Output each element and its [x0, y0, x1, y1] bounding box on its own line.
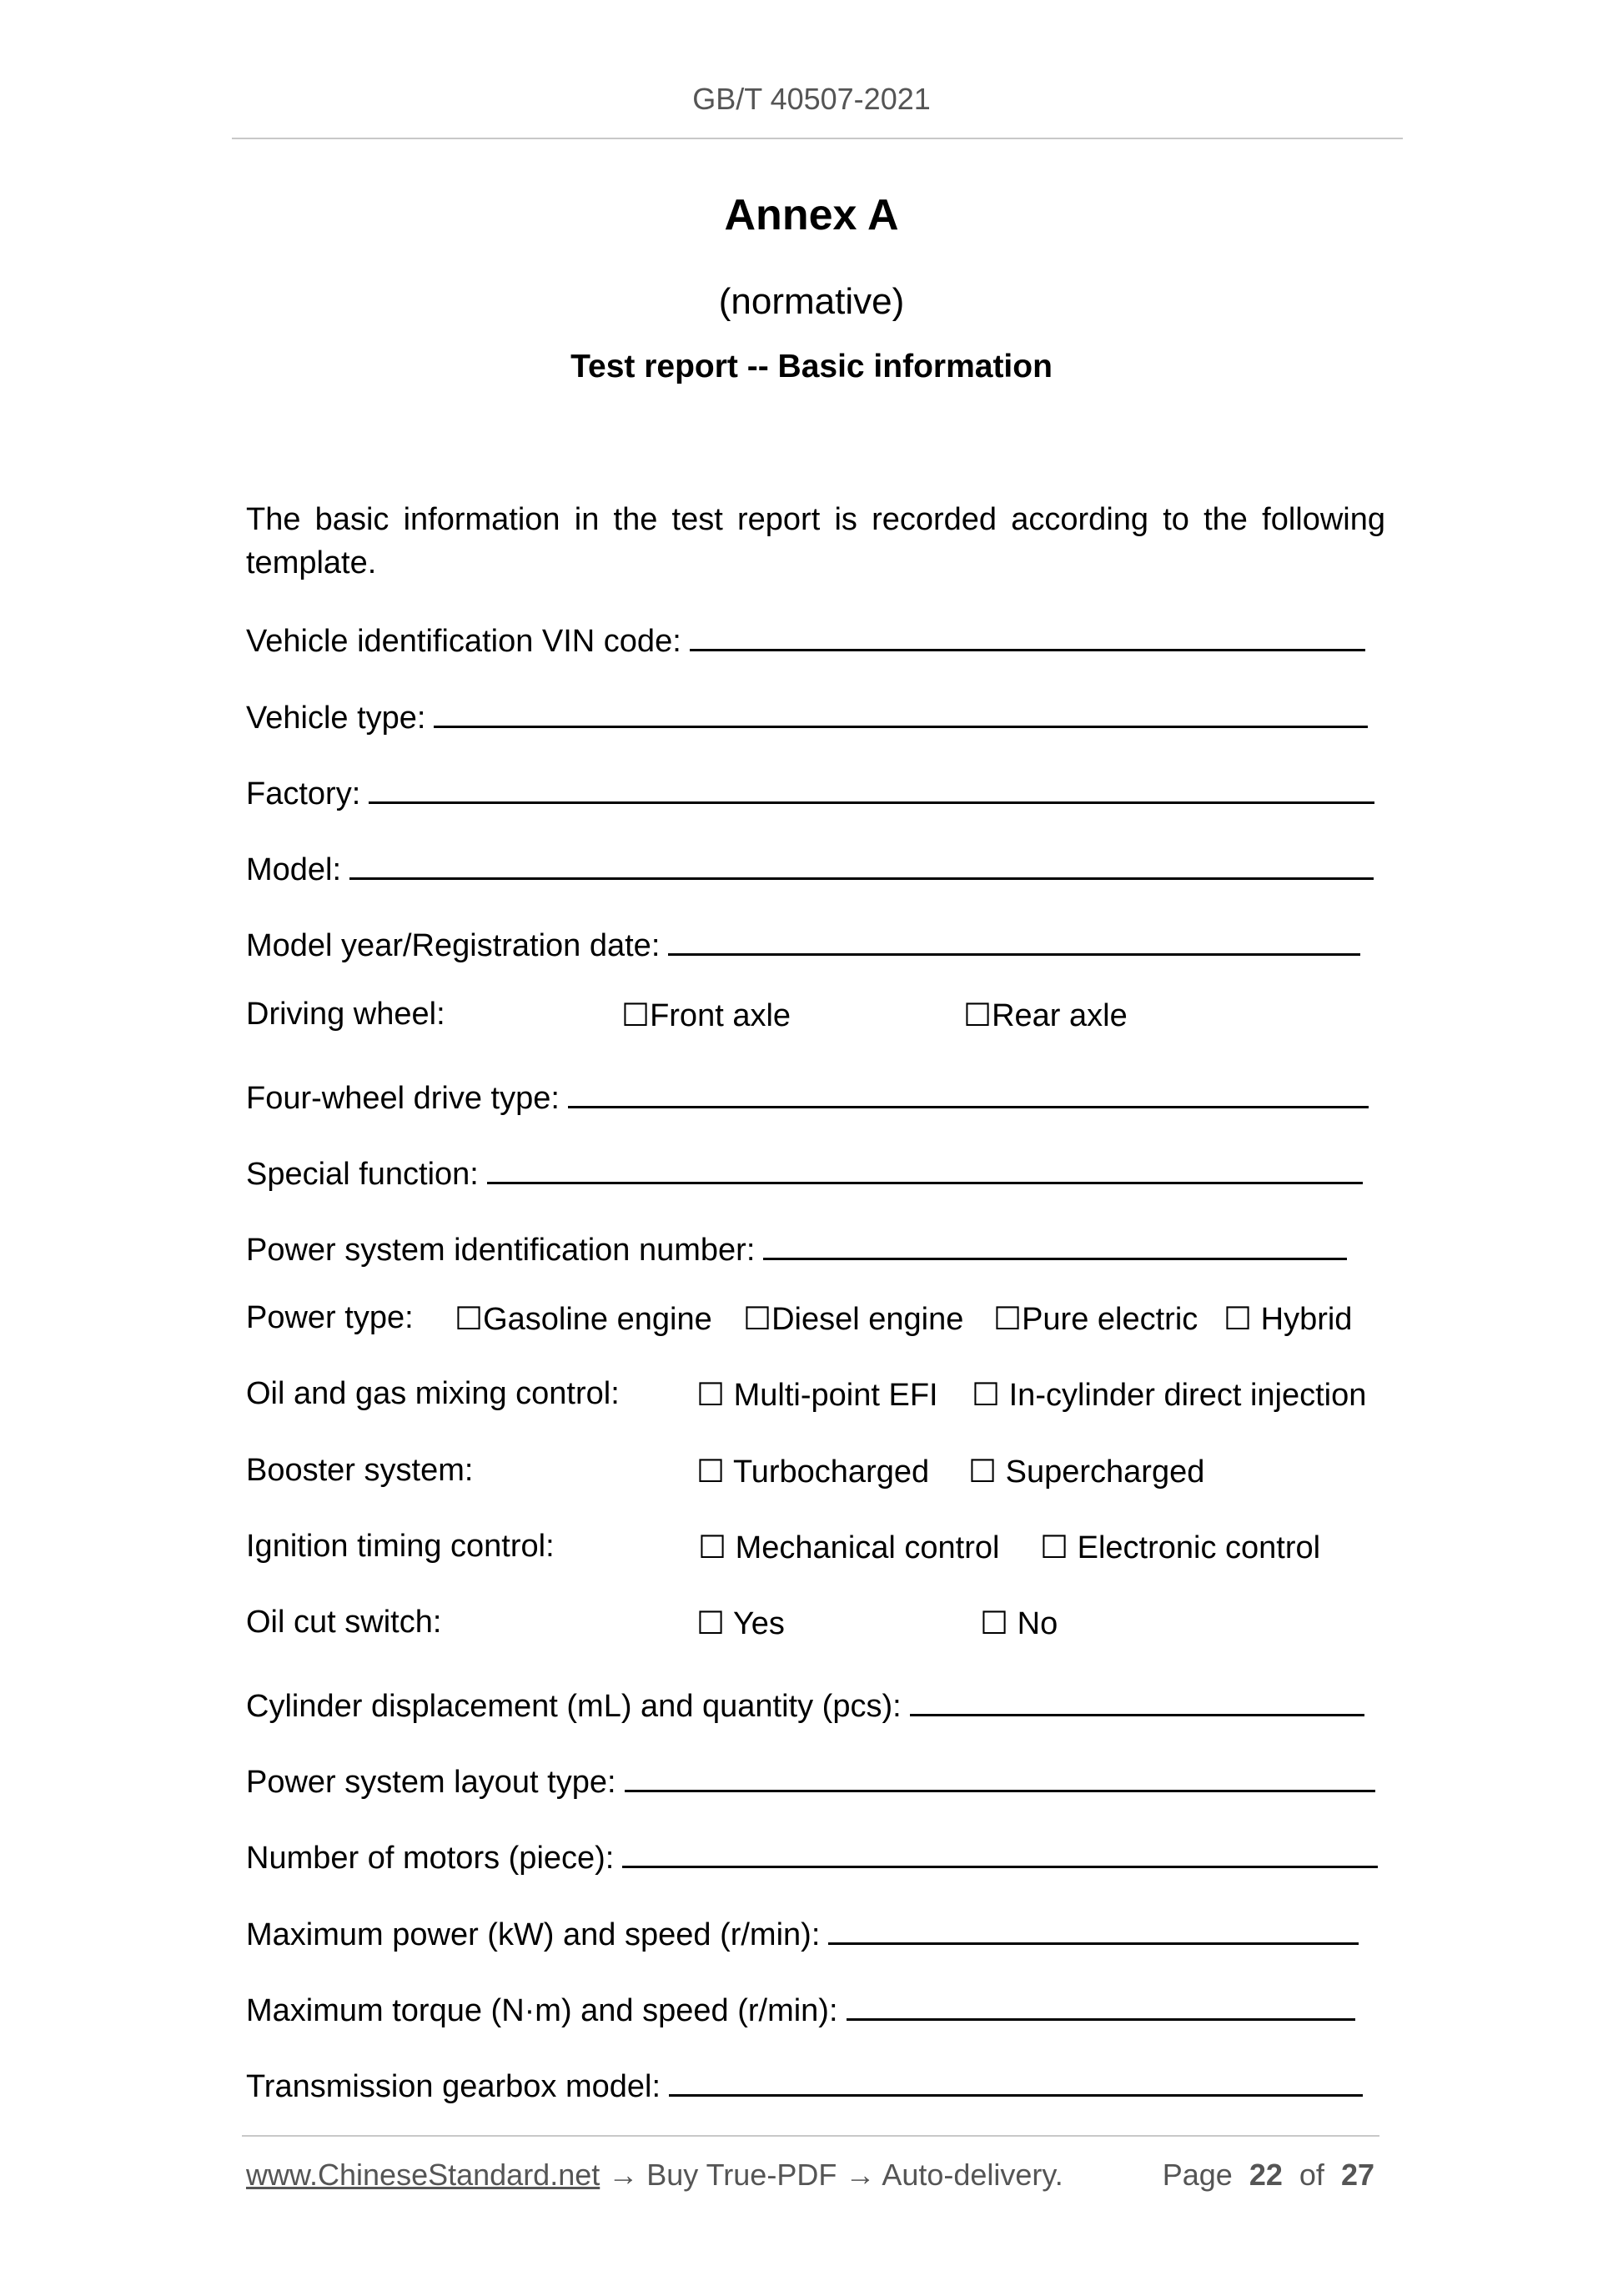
document-code: GB/T 40507-2021	[692, 82, 931, 116]
power-id-row	[246, 1224, 1347, 1274]
special-function-field[interactable]	[487, 1148, 1363, 1184]
vehicle-type-field[interactable]	[434, 692, 1368, 728]
annex-heading: Test report -- Basic information	[570, 349, 1053, 384]
of-label: of	[1299, 2158, 1324, 2192]
cylinder-field[interactable]	[910, 1681, 1364, 1716]
intro-paragraph: The basic information in the test report is recorded according to the following template.	[246, 502, 1385, 580]
power-type-label: Power type:	[246, 1300, 414, 1335]
booster-label: Booster system:	[246, 1453, 474, 1488]
ignition-row	[246, 1529, 1385, 1579]
multipoint-efi-checkbox[interactable]: ☐ Multi-point EFI	[696, 1378, 938, 1413]
motors-label: Number of motors (piece):	[246, 1841, 615, 1876]
power-id-label: Power system identification number:	[246, 1233, 756, 1268]
model-year-field[interactable]	[668, 920, 1360, 956]
fwd-type-label: Four-wheel drive type:	[246, 1081, 560, 1116]
cylinder-row	[246, 1681, 1364, 1731]
cylinder-label: Cylinder displacement (mL) and quantity (pcs):	[246, 1689, 902, 1724]
vehicle-type-label: Vehicle type:	[246, 701, 426, 736]
motors-field[interactable]	[622, 1832, 1378, 1868]
booster-row	[246, 1453, 1385, 1503]
layout-type-row	[246, 1756, 1375, 1806]
oil-cut-yes-checkbox[interactable]: ☐ Yes	[696, 1606, 785, 1641]
factory-label: Factory:	[246, 776, 361, 811]
fwd-type-row	[246, 1073, 1369, 1123]
model-year-label: Model year/Registration date:	[246, 928, 661, 963]
ignition-label: Ignition timing control:	[246, 1529, 555, 1564]
direct-injection-checkbox[interactable]: ☐ In-cylinder direct injection	[972, 1378, 1367, 1413]
vehicle-type-row	[246, 692, 1368, 742]
hybrid-checkbox[interactable]: ☐ Hybrid	[1224, 1302, 1353, 1337]
motors-row	[246, 1832, 1378, 1882]
supercharged-checkbox[interactable]: ☐ Supercharged	[968, 1454, 1205, 1490]
layout-type-field[interactable]	[625, 1756, 1375, 1792]
page-label: Page	[1162, 2158, 1233, 2192]
footer-tagline: → Buy True-PDF → Auto-delivery.	[600, 2158, 1063, 2192]
vin-label: Vehicle identification VIN code:	[246, 624, 681, 659]
driving-wheel-label: Driving wheel:	[246, 997, 445, 1032]
oil-cut-row	[246, 1605, 1385, 1655]
page-indicator	[1163, 2158, 1374, 2193]
special-function-row	[246, 1148, 1363, 1198]
model-row	[246, 844, 1374, 894]
annex-subtitle: (normative)	[718, 281, 905, 322]
factory-field[interactable]	[369, 768, 1374, 804]
page-number: 22	[1249, 2158, 1283, 2192]
rear-axle-checkbox[interactable]: ☐Rear axle	[963, 998, 1128, 1033]
front-axle-checkbox[interactable]: ☐Front axle	[621, 998, 791, 1033]
layout-type-label: Power system layout type:	[246, 1765, 616, 1800]
max-power-label: Maximum power (kW) and speed (r/min):	[246, 1917, 821, 1952]
mixing-control-label: Oil and gas mixing control:	[246, 1376, 620, 1411]
driving-wheel-row	[246, 997, 1385, 1047]
max-power-field[interactable]	[828, 1909, 1359, 1945]
oil-cut-label: Oil cut switch:	[246, 1605, 442, 1640]
gasoline-engine-checkbox[interactable]: ☐Gasoline engine	[455, 1302, 712, 1337]
annex-title: Annex A	[724, 191, 899, 239]
special-function-label: Special function:	[246, 1157, 479, 1192]
power-type-row	[246, 1300, 1385, 1350]
turbocharged-checkbox[interactable]: ☐ Turbocharged	[696, 1454, 930, 1490]
fwd-type-field[interactable]	[568, 1073, 1369, 1108]
factory-row	[246, 768, 1374, 818]
max-torque-field[interactable]	[847, 1985, 1355, 2021]
pure-electric-checkbox[interactable]: ☐Pure electric	[993, 1302, 1198, 1337]
mechanical-control-checkbox[interactable]: ☐ Mechanical control	[698, 1530, 1000, 1565]
max-torque-label: Maximum torque (N·m) and speed (r/min):	[246, 1993, 838, 2028]
mixing-control-row	[246, 1376, 1385, 1426]
vin-field[interactable]	[690, 615, 1365, 651]
page-total: 27	[1340, 2158, 1374, 2192]
header-divider	[232, 138, 1403, 139]
max-torque-row	[246, 1985, 1355, 2035]
gearbox-field[interactable]	[669, 2061, 1363, 2097]
diesel-engine-checkbox[interactable]: ☐Diesel engine	[743, 1302, 964, 1337]
gearbox-row	[246, 2061, 1363, 2111]
model-year-row	[246, 920, 1360, 970]
website-link[interactable]: www.ChineseStandard.net	[246, 2158, 600, 2192]
power-id-field[interactable]	[763, 1224, 1347, 1260]
model-field[interactable]	[349, 844, 1374, 880]
vin-row	[246, 615, 1365, 666]
electronic-control-checkbox[interactable]: ☐ Electronic control	[1040, 1530, 1321, 1565]
oil-cut-no-checkbox[interactable]: ☐ No	[980, 1606, 1058, 1641]
max-power-row	[246, 1909, 1359, 1959]
footer	[246, 2158, 1384, 2193]
model-label: Model:	[246, 852, 342, 887]
gearbox-label: Transmission gearbox model:	[246, 2069, 661, 2104]
footer-divider	[242, 2135, 1379, 2137]
